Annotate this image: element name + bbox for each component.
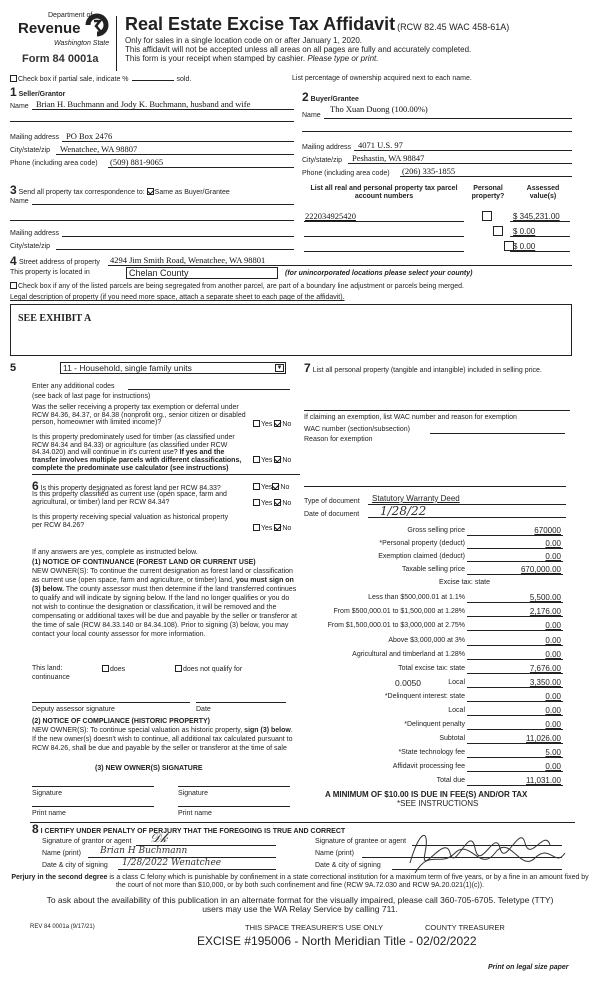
section-number: 7 (304, 361, 311, 375)
tax-row-value: 7,676.00 (529, 664, 561, 673)
notice2-part: . If the new owner(s) doesn't wish to continue, all additional tax calculated pursuant to RCW 84.26, shall be due and payable by the seller or transferor at the time of sale (32, 727, 293, 752)
tax-row-label: Affidavit processing fee (392, 763, 465, 770)
logo-text: Revenue (18, 20, 81, 37)
label: City/state/zip (10, 147, 51, 154)
forest-answer (253, 483, 289, 491)
legal-description-box[interactable] (10, 304, 572, 356)
tax-row (300, 707, 570, 717)
does-not-option (175, 665, 242, 673)
personal-property-field[interactable] (304, 410, 570, 411)
use-code-select[interactable] (60, 362, 286, 374)
county-treasurer-label: COUNTY TREASURER (425, 923, 505, 932)
certify-text: I CERTIFY UNDER PENALTY OF PERJURY THAT THE FOREGOING IS TRUE AND CORRECT (40, 828, 346, 835)
tax-row-label: Gross selling price (407, 527, 465, 534)
section-number: 1 (10, 85, 17, 99)
segregated-row (10, 282, 464, 290)
tax-row-label: Total due (436, 777, 465, 784)
label: Print name (178, 810, 212, 817)
tax-row-value-field[interactable] (467, 706, 563, 716)
county-note: (for unincorporated locations please select your county) (285, 270, 473, 277)
buyer-name-field[interactable] (324, 118, 572, 119)
section-number: 4 (10, 254, 17, 268)
assessed-value: $ 0.00 (513, 242, 536, 251)
tax-row-label: Taxable selling price (401, 566, 465, 573)
yes-checkbox[interactable] (253, 483, 260, 490)
tax-row (300, 527, 570, 537)
label: Name (print) (42, 850, 81, 857)
tax-row-value-field[interactable] (467, 678, 563, 688)
page-title (125, 15, 509, 33)
label: Signature (178, 790, 208, 797)
tax-row-label: Excise tax: state (439, 579, 490, 586)
same-as-buyer-label: Same as Buyer/Grantee (154, 189, 230, 196)
tax-row (300, 693, 570, 703)
tax-row (300, 594, 570, 604)
does-not-label: does not qualify for (183, 666, 243, 673)
yes-checkbox[interactable] (253, 456, 260, 463)
seller-name-field[interactable] (32, 109, 294, 110)
assessed-value: $ 345,231.00 (513, 212, 560, 221)
logo-text: Washington State (54, 40, 110, 47)
label: WAC number (section/subsection) (304, 426, 410, 433)
street-address-field[interactable] (108, 265, 572, 266)
tax-row-value: 0.00 (545, 692, 561, 701)
label: Name (print) (315, 850, 354, 857)
partial-sale-row (10, 75, 191, 83)
label: City/state/zip (302, 157, 343, 164)
deputy-date-field[interactable] (196, 702, 286, 703)
no-checkbox[interactable] (272, 483, 279, 490)
seller-city-value: Wenatchee, WA 98807 (60, 144, 138, 154)
no-checkbox[interactable] (274, 420, 281, 427)
timber-question (32, 434, 250, 472)
tax-row-value: 0.00 (545, 720, 561, 729)
tax-row (300, 763, 570, 773)
no-label: No (282, 500, 292, 507)
forest-question-text: Is this property designated as forest land per RCW 84.33? (40, 485, 221, 492)
tax-row-value-field[interactable] (467, 526, 563, 536)
tax-row-value-field[interactable] (467, 720, 563, 730)
perjury-notice (10, 874, 590, 890)
label: City/state/zip (10, 243, 51, 250)
buyer-heading (302, 91, 359, 103)
label: Enter any additional codes (32, 383, 115, 390)
use-code-value: 11 - Household, single family units (63, 363, 192, 373)
reason-field[interactable] (304, 486, 566, 487)
label: This land: (32, 665, 63, 672)
no-label: No (282, 421, 292, 428)
form-number: Form 84 0001a (22, 53, 99, 65)
label: Date & city of signing (315, 862, 381, 869)
assessed-value: $ 0.00 (513, 227, 536, 236)
doc-date-value: 1/28/22 (380, 504, 427, 518)
tax-row-value: 11,031.00 (526, 776, 561, 785)
if-yes-note: If any answers are yes, complete as instructed below. (32, 549, 198, 556)
seller-mail-value: PO Box 2476 (66, 131, 113, 141)
tax-row-value-field[interactable] (467, 565, 563, 575)
owner-print-name-field[interactable] (178, 806, 290, 807)
tax-row (300, 777, 570, 787)
section3-heading (10, 184, 230, 196)
notice2-part: NEW OWNER(S): To continue special valuation as historic property, (32, 727, 243, 734)
treasurer-use-label: THIS SPACE TREASURER'S USE ONLY (245, 923, 384, 932)
no-checkbox[interactable] (274, 456, 281, 463)
assessed-value-field[interactable] (510, 251, 570, 252)
deputy-signature-field[interactable] (32, 702, 190, 703)
parcel-number-value: 222034925420 (305, 211, 356, 221)
tax-row-value: 5.00 (545, 748, 561, 757)
tax-row-value: 0.00 (545, 539, 561, 548)
tax-row (300, 651, 570, 661)
type-print-text: Please type or print. (307, 54, 379, 63)
segregated-checkbox[interactable] (10, 282, 17, 289)
tax-row-value-field[interactable] (467, 776, 563, 786)
header-line: This affidavit will not be accepted unless all areas on all pages are fully and accurately completed. (125, 45, 472, 54)
label: Date of document (304, 511, 360, 518)
does-checkbox[interactable] (102, 665, 109, 672)
buyer-mail-field[interactable] (354, 150, 572, 151)
tax-row-value-field[interactable] (467, 762, 563, 772)
label: Reason for exemption (304, 436, 373, 443)
tax-row-label: From $500,000.01 to $1,500,000 at 1.28% (333, 608, 465, 615)
tax-row-value-field[interactable] (467, 539, 563, 549)
section-title: Buyer/Grantee (310, 96, 359, 103)
current-use-question: Is this property classified as current use (open space, farm and agricultural, or timber) land per RCW 84.34? (32, 491, 227, 507)
tax-row-label: Above $3,000,000 at 3% (388, 637, 465, 644)
grantor-signature: 𝒟𝓀 (150, 831, 168, 846)
correspondence-mail-field[interactable] (62, 236, 294, 237)
tax-row-value: 0.00 (545, 636, 561, 645)
parcel-number-field[interactable] (304, 221, 464, 222)
tax-row-label: Less than $500,000.01 at 1.1% (368, 594, 465, 601)
current-use-answer (253, 499, 291, 507)
seller-mail-field[interactable] (62, 141, 294, 142)
section3-label: Send all property tax correspondence to: (18, 189, 145, 196)
sold-label: sold. (176, 76, 192, 83)
timber-question-text: Is this property predominately used for timber (as classified under RCW 84.34 and 84.33) or agriculture (as classified under RCW 84.34.020) and will continue in it's current use? (32, 434, 235, 457)
buyer-name-line2[interactable] (302, 131, 572, 132)
local-rate: 0.0050 (395, 678, 421, 688)
parcel-number-field[interactable] (304, 251, 464, 252)
owner-signature-field[interactable] (178, 786, 290, 787)
tax-row-value-field[interactable] (467, 621, 563, 631)
grantor-name-value: Brian H Buchmann (100, 846, 188, 856)
seller-name-value: Brian H. Buchmann and Jody K. Buchmann, husband and wife (36, 99, 251, 109)
tax-row (300, 679, 570, 689)
legal-label: Legal description of property (if you need more space, attach a separate sheet to each page of the affidavit). (10, 294, 345, 301)
doc-type-value: Statutory Warranty Deed (372, 494, 460, 503)
revision-label: REV 84 0001a (9/17/21) (30, 924, 95, 930)
tax-row-value-field[interactable] (467, 593, 563, 603)
partial-sale-checkbox[interactable] (10, 75, 17, 82)
ownership-note: List percentage of ownership acquired next to each name. (292, 75, 472, 82)
certify-heading (32, 823, 345, 835)
perjury-bold: Perjury in the second degree (11, 874, 108, 881)
no-label: No (280, 484, 290, 491)
section-number: 2 (302, 90, 309, 104)
partial-sale-label: Check box if partial sale, indicate % (18, 76, 129, 83)
tax-row-value: 3,350.00 (529, 678, 561, 687)
label: Print name (32, 810, 66, 817)
label: Mailing address (10, 134, 60, 141)
label: Street address of property (19, 259, 100, 266)
revenue-logo-icon (84, 12, 110, 38)
tax-row-label: *State technology fee (398, 749, 465, 756)
label: continuance (32, 674, 70, 681)
tax-row-label: *Personal property (deduct) (379, 540, 465, 547)
correspondence-city-field[interactable] (56, 249, 294, 250)
tax-row-value: 2,176.00 (529, 607, 561, 616)
notice1-bold: you must sign on (3) below. (32, 576, 294, 593)
seller-city-field[interactable] (56, 154, 294, 155)
seller-phone-value: (509) 881-9065 (110, 157, 164, 167)
tax-row-value: 0.00 (545, 650, 561, 659)
no-label: No (282, 457, 292, 464)
header-line: Only for sales in a single location code on or after January 1, 2020. (125, 36, 363, 45)
tax-row (300, 735, 570, 745)
street-address-value: 4294 Jim Smith Road, Wenatchee, WA 98801 (110, 255, 266, 265)
tax-row-value-field[interactable] (467, 734, 563, 744)
grantor-date-field[interactable] (118, 869, 276, 870)
tax-row-value: 0.00 (545, 706, 561, 715)
section7-heading (304, 362, 572, 375)
partial-percent-field[interactable] (132, 80, 174, 81)
does-label: does (110, 666, 126, 673)
label: If claiming an exemption, list WAC number and reason for exemption (304, 414, 517, 421)
yes-label: Yes (261, 421, 273, 428)
owner-signature-field[interactable] (32, 786, 154, 787)
tax-row (300, 749, 570, 759)
label: Signature of grantee or agent (315, 838, 407, 845)
tax-row (300, 579, 570, 589)
tax-row (300, 622, 570, 632)
buyer-phone-value: (206) 335-1855 (402, 166, 456, 176)
notice1-part: The county assessor must then determine if the land transferred continues to qualify and will indicate by signing below. If the land no longer qualifies or you do not wish to continue the designation or classification, it will be removed and the compensating or additional taxes will be due and payable by the seller or transferor at the time of sale (RCW 84.33.140 or 84.34.108). Prior to signing (3) below, you may contact your local county assessor for more information. (32, 585, 297, 638)
tax-row-value: 0.00 (545, 552, 561, 561)
label: Phone (including area code) (10, 160, 98, 167)
timber-question-bold: If yes and the transfer involves multiple parcels with different classifications, complete the predominate use calculator (see instructions) (32, 449, 242, 472)
tax-row-value: 11,026.00 (526, 734, 561, 743)
tax-row (300, 721, 570, 731)
grantor-date-value: 1/28/2022 Wenatchee (122, 858, 222, 868)
buyer-mail-value: 4071 U.S. 97 (358, 140, 403, 150)
seller-heading (10, 86, 65, 98)
tax-row-value: 5,500.00 (529, 593, 561, 602)
tax-row-label: From $1,500,000.01 to $3,000,000 at 2.75% (327, 622, 465, 629)
label: Date & city of signing (42, 862, 108, 869)
header-divider (116, 16, 117, 71)
correspondence-name-field[interactable] (32, 204, 294, 205)
parcel-header: List all real and personal property tax parcel account numbers (310, 185, 458, 201)
header-line (125, 55, 378, 63)
exemption-question: Was the seller receiving a property tax exemption or deferral under RCW 84.36, 84.37, or 84.38 (nonprofit org., senior citizen or disabled person, homeowner with limited income)? (32, 404, 246, 427)
owner-print-name-field[interactable] (32, 806, 154, 807)
tax-row-label: Subtotal (439, 735, 465, 742)
label: Name (10, 198, 29, 205)
dept-of-revenue-logo (18, 12, 110, 74)
tax-row-label: Total excise tax: state (398, 665, 465, 672)
personal-property-checkbox[interactable] (482, 211, 492, 221)
additional-codes-field[interactable] (128, 389, 290, 390)
tax-row-label: Exemption claimed (deduct) (378, 553, 465, 560)
title-text: Real Estate Excise Tax Affidavit (125, 14, 396, 34)
yes-checkbox[interactable] (253, 420, 260, 427)
tax-row-label: Agricultural and timberland at 1.28% (352, 651, 465, 658)
section7-label: List all personal property (tangible and intangible) included in selling price. (312, 367, 542, 374)
tax-row (300, 608, 570, 618)
codes-note: (see back of last page for instructions) (32, 393, 151, 400)
personal-header: Personal property? (471, 185, 505, 201)
minimum-due-note: A MINIMUM OF $10.00 IS DUE IN FEE(S) AND/OR TAX (325, 790, 528, 799)
label: Signature of grantor or agent (42, 838, 132, 845)
tax-row (300, 637, 570, 647)
tax-row-value-field[interactable] (467, 636, 563, 646)
buyer-city-value: Peshastin, WA 98847 (352, 153, 425, 163)
tax-row-label: *Delinquent penalty (404, 721, 465, 728)
label: Mailing address (302, 144, 352, 151)
assessed-value-field[interactable] (510, 221, 570, 222)
no-checkbox[interactable] (274, 524, 281, 531)
tax-row-value-field[interactable] (467, 692, 563, 702)
yes-checkbox[interactable] (253, 499, 260, 506)
label: Signature (32, 790, 62, 797)
buyer-city-field[interactable] (348, 163, 572, 164)
label: This property is located in (10, 269, 90, 276)
notice2-text (32, 727, 297, 753)
notice1-part: NEW OWNER(S): To continue the current designation as forest land or classification as current use (open space, farm and agriculture, or timber) land, (32, 568, 293, 584)
notice2-bold: sign (3) below (244, 727, 291, 734)
tax-row-value: 0.00 (545, 762, 561, 771)
seller-name-line2[interactable] (10, 121, 294, 122)
yes-checkbox[interactable] (253, 524, 260, 531)
section-number: 6 (32, 479, 39, 493)
section-number: 3 (10, 183, 17, 197)
label: Date (196, 706, 211, 713)
dropdown-arrow-icon[interactable]: ▼ (276, 365, 283, 371)
label: Type of document (304, 498, 360, 505)
wac-number-field[interactable] (430, 433, 565, 434)
seller-phone-field[interactable] (108, 167, 294, 168)
tax-row (300, 553, 570, 563)
personal-property-checkbox[interactable] (493, 226, 503, 236)
owner-signature-title: (3) NEW OWNER(S) SIGNATURE (95, 765, 203, 772)
q2-answer (253, 456, 291, 464)
correspondence-name-line2[interactable] (10, 220, 294, 221)
tax-row-value-field[interactable] (467, 607, 563, 617)
parcel-number-field[interactable] (304, 236, 464, 237)
buyer-name-value: Tho Xuan Duong (100.00%) (330, 104, 428, 114)
segregated-label: Check box if any of the listed parcels are being segregated from another parcel, are part of a boundary line adjustment or parcels being merged. (18, 283, 464, 290)
assessed-header: Assessed value(s) (526, 185, 560, 201)
buyer-phone-field[interactable] (400, 176, 572, 177)
does-option (102, 665, 125, 673)
divider (32, 474, 300, 475)
label: Mailing address (10, 230, 60, 237)
tax-row-value-field[interactable] (467, 552, 563, 562)
tax-row-value: 670,000.00 (520, 565, 561, 574)
excise-stamp: EXCISE #195006 - North Meridian Title - 02/02/2022 (197, 934, 477, 948)
tax-row-label: Local (448, 679, 465, 686)
section-number: 5 (10, 362, 17, 374)
grantee-signature-scribble (400, 823, 570, 878)
tax-row-value-field[interactable] (467, 650, 563, 660)
section-number: 8 (32, 822, 39, 836)
county-select[interactable]: Chelan County (126, 267, 278, 279)
accessibility-notice: To ask about the availability of this publication in an alternate format for the visually impaired, please call 360-705-6705. Teletype (TTY) users may use the WA Relay Service by calling 711. (46, 895, 554, 914)
yes-label: Yes (261, 457, 273, 464)
same-as-buyer-checkbox[interactable] (147, 188, 154, 195)
tax-row-label: Local (448, 707, 465, 714)
label: Name (10, 103, 29, 110)
legal-description-value: SEE EXHIBIT A (18, 313, 92, 324)
yes-label: Yes (261, 500, 273, 507)
notice1-title: (1) NOTICE OF CONTINUANCE (FOREST LAND OR CURRENT USE) (32, 559, 256, 566)
label: Deputy assessor signature (32, 706, 115, 713)
notice2-title: (2) NOTICE OF COMPLIANCE (HISTORIC PROPERTY) (32, 718, 210, 725)
perjury-text: is a class C felony which is punishable by confinement in a state correctional institution for a maximum term of five years, or by a fine in an amount fixed by the court of not more than $10,000, or by both such confinement and fine (RCW 9A.72.030 and RCW 9A.20.021(1)(c)). (107, 874, 589, 890)
q1-answer (253, 420, 291, 428)
notice1-text (32, 568, 297, 640)
citation-text: (RCW 82.45 WAC 458-61A) (397, 22, 510, 32)
tax-row (300, 665, 570, 675)
assessed-value-field[interactable] (510, 236, 570, 237)
label: Phone (including area code) (302, 170, 390, 177)
tax-row-value: 670000 (534, 526, 561, 535)
no-checkbox[interactable] (274, 499, 281, 506)
receipt-text: This form is your receipt when stamped by cashier. (125, 54, 306, 63)
see-instructions: *SEE INSTRUCTIONS (397, 799, 479, 808)
historical-answer (253, 524, 291, 532)
tax-row (300, 540, 570, 550)
tax-row (300, 566, 570, 576)
no-label: No (282, 525, 292, 532)
tax-row-label: *Delinquent interest: state (384, 693, 465, 700)
yes-label: Yes (261, 525, 273, 532)
tax-row-value: 0.00 (545, 621, 561, 630)
historical-question: Is this property receiving special valuation as historical property per RCW 84.26? (32, 514, 229, 530)
print-note: Print on legal size paper (488, 964, 569, 971)
logo-text: Department of (48, 12, 93, 19)
label: Name (302, 112, 321, 119)
does-not-checkbox[interactable] (175, 665, 182, 672)
tax-row-value-field[interactable] (467, 748, 563, 758)
yes-label: Yes (261, 484, 273, 491)
tax-row-value-field[interactable] (467, 664, 563, 674)
section-title: Seller/Grantor (18, 91, 66, 98)
